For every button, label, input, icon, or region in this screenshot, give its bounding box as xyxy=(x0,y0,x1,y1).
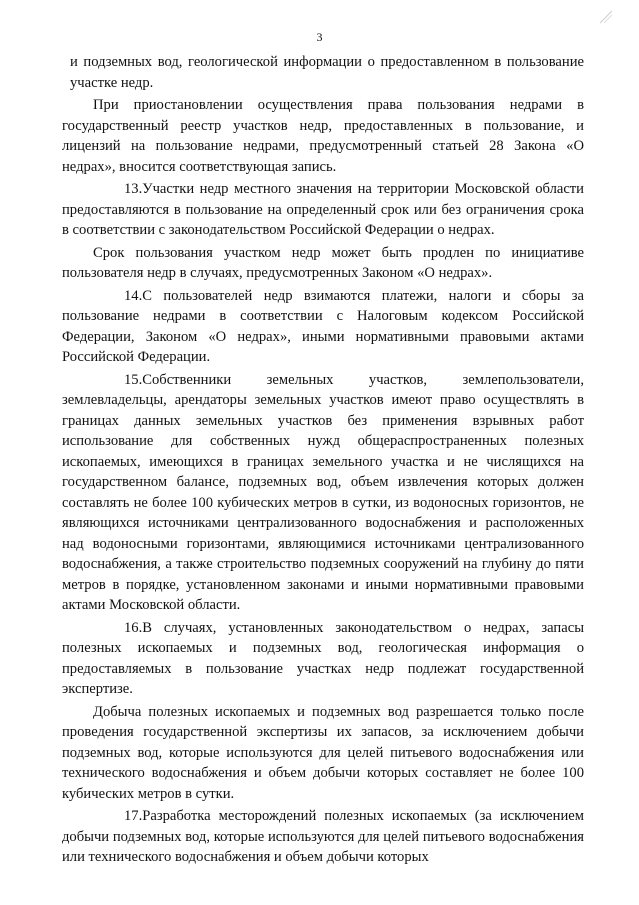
paragraph-number: 14. xyxy=(124,287,143,304)
numbered-paragraph-15 xyxy=(62,370,584,616)
paragraph-text: Участки недр местного значения на территории Московской области предоставляются в пользование на определенный срок или без ограничения срока в соответствии с законодательством Российской Федерации о недрах. xyxy=(62,181,584,238)
paragraph-number: 13. xyxy=(124,181,143,197)
paragraph-text: С пользователей недр взимаются платежи, налоги и сборы за пользование недрами в соответствии с Налоговым кодексом Российской Федерации, Законом «О недрах», иными нормативными правовыми актами Российской Федерации. xyxy=(62,287,584,365)
document-body xyxy=(62,52,584,870)
numbered-paragraph-17 xyxy=(62,806,584,868)
paragraph-text: Добыча полезных ископаемых и подземных вод разрешается только после проведения государственной экспертизы их запасов, за исключением добычи подземных вод, которые используются для целей питьевого водоснабжения или технического водоснабжения и объем добычи которых составляет не более 100 кубических метров в сутки. xyxy=(62,703,584,802)
paragraph-continuation xyxy=(62,52,584,93)
paragraph-text: Срок пользования участком недр может быть продлен по инициативе пользователя недр в случаях, предусмотренных Законом «О недрах». xyxy=(62,244,584,281)
numbered-paragraph-16 xyxy=(62,618,584,700)
page-number: 3 xyxy=(316,30,323,44)
paragraph-number: 16. xyxy=(124,619,143,636)
paragraph xyxy=(62,95,584,177)
paragraph-number: 15. xyxy=(124,371,143,388)
paragraph-text: Собственники земельных участков, землепользователи, землевладельцы, арендаторы земельных участков имеют право осуществлять в границах данных земельных участков без применения взрывных работ использование для собственных нужд общераспространенных полезных ископаемых, имеющихся в границах земельного участка и не числящихся на государственном балансе, подземных вод, объем извлечения которых должен составлять не более 100 кубических метров в сутки, из водоносных горизонтов, не являющихся источниками централизованного водоснабжения и расположенных над водоносными горизонтами, являющимися источниками централизованного водоснабжения, а также строительство подземных сооружений на глубину до пяти метров в порядке, установленном законами и иными нормативными правовыми актами Московской области. xyxy=(62,371,584,613)
paragraph xyxy=(62,243,584,284)
paragraph-text: и подземных вод, геологической информации о предоставленном в пользование участке недр. xyxy=(70,54,584,91)
corner-fold-mark-icon xyxy=(599,10,613,24)
numbered-paragraph-13 xyxy=(62,179,584,241)
paragraph-text: Разработка месторождений полезных ископаемых (за исключением добычи подземных вод, которые используются для целей питьевого водоснабжения или технического водоснабжения и объем добычи которых xyxy=(62,808,584,865)
paragraph xyxy=(62,702,584,805)
paragraph-text: В случаях, установленных законодательством о недрах, запасы полезных ископаемых и подземных вод, геологическая информация о предоставляемых в пользование участках недр подлежат государственной экспертизе. xyxy=(62,619,584,697)
paragraph-text: При приостановлении осуществления права пользования недрами в государственный реестр участков недр, предоставленных в пользование, и лицензий на пользование недрами, предусмотренный статьей 28 Закона «О недрах», вносится соответствующая запись. xyxy=(62,97,584,175)
numbered-paragraph-14 xyxy=(62,286,584,368)
paragraph-number: 17. xyxy=(124,808,143,824)
